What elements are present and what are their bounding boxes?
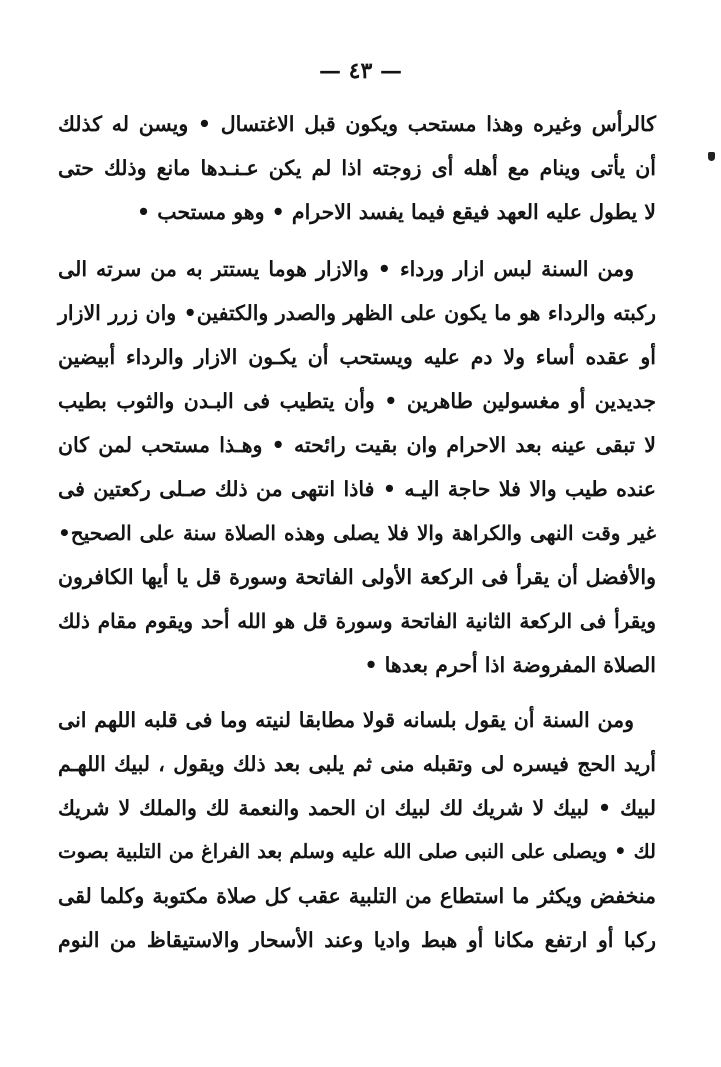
text-line: لبيك • لبيك لا شريك لك لبيك ان الحمد والنعمة لك والملك لا شريك [58,796,656,820]
text-line: عنده طيب والا فلا حاجة اليـه • فاذا انتهى من ذلك صـلى ركعتين فى [58,477,656,501]
text-line: أن يأتى وينام مع أهله أى زوجته اذا لم يكن عـنـدها مانع وذلك حتى [58,156,656,180]
text-line: لا تبقى عينه بعد الاحرام وان بقيت رائحته • وهـذا مستحب لمن كان [58,433,656,457]
text-line: ركبته والرداء هو ما يكون على الظهر والصدر والكتفين• وان زرر الازار [58,301,656,325]
paragraph-3 [58,698,656,962]
text-line: جديدين أو مغسولين طاهرين • وأن يتطيب فى البـدن والثوب بطيب [58,389,656,413]
paragraph-2 [58,247,656,687]
text-line: ويقرأ فى الركعة الثانية الفاتحة وسورة قل هو الله أحد ويقوم مقام ذلك [58,609,656,633]
text-line: غير وقت النهى والكراهة والا فلا يصلى وهذه الصلاة سنة على الصحيح• [58,521,656,545]
paragraph-1 [58,102,656,234]
text-line: ركبا أو ارتفع مكانا أو هبط واديا وعند الأسحار والاستيقاظ من النوم [58,928,656,952]
text-line: ومن السنة لبس ازار ورداء • والازار هوما يستتر به من سرته الى [58,257,634,281]
text-line: كالرأس وغيره وهذا مستحب ويكون قبل الاغتسال • ويسن له كذلك [58,112,656,136]
text-line: والأفضل أن يقرأ فى الركعة الأولى الفاتحة وسورة قل يا أيها الكافرون [58,565,656,589]
text-line: أريد الحج فيسره لى وتقبله منى ثم يلبى بعد ذلك ويقول ، لبيك اللهـم [58,752,656,776]
text-line: منخفض ويكثر ما استطاع من التلبية عقب كل صلاة مكتوبة وكلما لقى [58,884,656,908]
text-line: ومن السنة أن يقول بلسانه قولا مطابقا لنيته وما فى قلبه اللهم انى [58,708,634,732]
text-line: لا يطول عليه العهد فيقع فيما يفسد الاحرام • وهو مستحب • [137,200,656,224]
text-line: أو عقده أساء ولا دم عليه ويستحب أن يكـون الازار والرداء أبيضين [58,345,656,369]
margin-mark [708,152,715,161]
text-line: الصلاة المفروضة اذا أحرم بعدها • [364,653,656,677]
page-number: — ٤٣ — [319,58,402,84]
text-line: لك • ويصلى على النبى صلى الله عليه وسلم بعد الفراغ من التلبية بصوت [58,840,656,863]
